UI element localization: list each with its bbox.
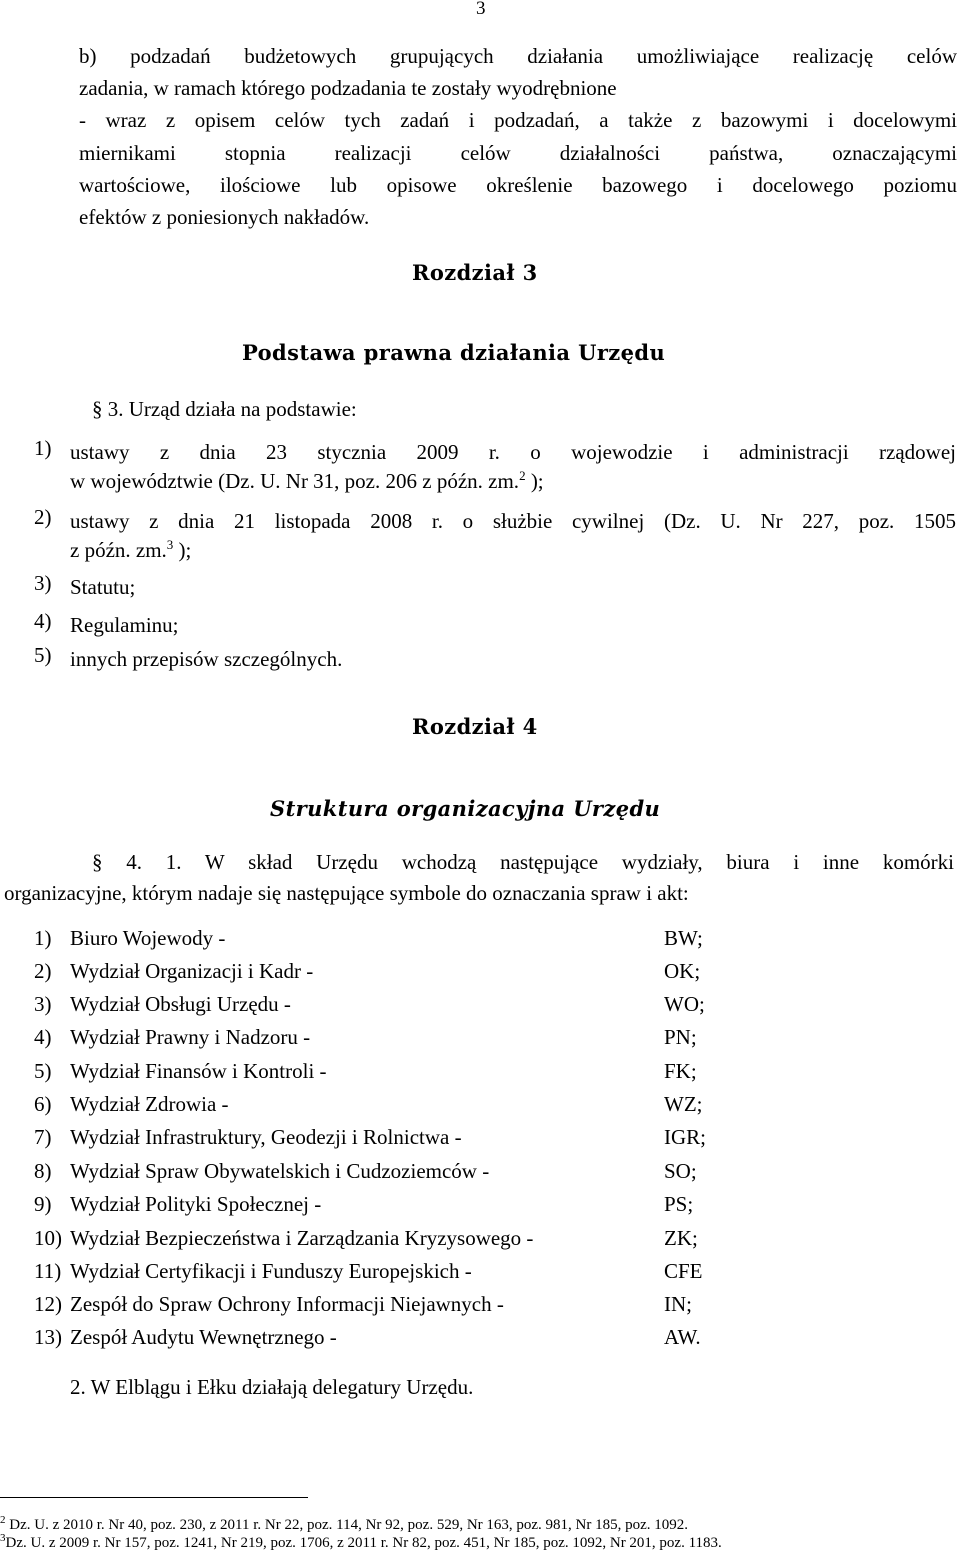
item-text: w województwie (Dz. U. Nr 31, poz. 206 z późn. zm. (70, 469, 520, 493)
unit-name: Zespół do Spraw Ochrony Informacji Niejawnych - (70, 1292, 504, 1316)
unit-symbol: FK; (664, 1059, 697, 1083)
intro-line: b) podzadań budżetowych grupujących działania umożliwiające realizację celów (79, 44, 957, 68)
footnote-ref: 3 (166, 537, 174, 552)
item-number: 2) (34, 505, 52, 529)
intro-paragraph (79, 40, 957, 233)
intro-line: miernikami stopnia realizacji celów działalności państwa, oznaczającymi (79, 140, 957, 165)
item-number: 12) (34, 1292, 62, 1316)
section-3-heading: § 3. Urząd działa na podstawie: (92, 397, 357, 421)
delegatures-paragraph: 2. W Elblągu i Ełku działają delegatury Urzędu. (70, 1375, 474, 1399)
item-number: 10) (34, 1226, 62, 1250)
unit-symbol: PS; (664, 1192, 694, 1216)
item-number: 4) (34, 609, 52, 633)
item-number: 5) (34, 1059, 52, 1083)
unit-symbol: IN; (664, 1292, 692, 1316)
item-text: Statutu; (70, 575, 136, 599)
unit-symbol: AW. (664, 1325, 701, 1349)
chapter-4-number: Rozdział 4 (412, 714, 538, 739)
unit-name: Wydział Polityki Społecznej - (70, 1192, 322, 1216)
item-number: 1) (34, 926, 52, 950)
unit-symbol: PN; (664, 1025, 697, 1049)
footnote (0, 1514, 689, 1534)
item-number: 13) (34, 1325, 62, 1349)
item-number: 4) (34, 1025, 52, 1049)
chapter-3-number: Rozdział 3 (412, 260, 538, 285)
footnote-text: Dz. U. z 2010 r. Nr 40, poz. 230, z 2011 r. Nr 22, poz. 114, Nr 92, poz. 529, Nr 163, poz. 981, Nr 185, poz. 1092. (5, 1517, 689, 1533)
item-number: 5) (34, 643, 52, 667)
item-text: ustawy z dnia 23 stycznia 2009 r. o wojewodzie i administracji rządowej (70, 440, 956, 464)
intro-line: - wraz z opisem celów tych zadań i podzadań, a także z bazowymi i docelowymi (79, 108, 957, 133)
unit-name: Biuro Wojewody - (70, 926, 226, 950)
item-number: 3) (34, 571, 52, 595)
section-4-line: § 4. 1. W skład Urzędu wchodzą następujące wydziały, biura i inne komórki (92, 850, 954, 874)
item-text: ustawy z dnia 21 listopada 2008 r. o służbie cywilnej (Dz. U. Nr 227, poz. 1505 (70, 509, 956, 533)
footnote-mark: 3 (0, 1532, 6, 1544)
unit-symbol: CFE (664, 1259, 703, 1283)
intro-line: zadania, w ramach którego podzadania te zostały wyodrębnione (79, 76, 617, 101)
item-text: z późn. zm. (70, 538, 167, 562)
unit-name: Wydział Certyfikacji i Funduszy Europejskich - (70, 1259, 472, 1283)
item-number: 3) (34, 992, 52, 1016)
item-text: ); (525, 469, 544, 493)
item-number: 1) (34, 436, 52, 460)
footnote-text: Dz. U. z 2009 r. Nr 157, poz. 1241, Nr 219, poz. 1706, z 2011 r. Nr 82, poz. 451, Nr 185, poz. 1092, Nr 201, poz. 1183. (5, 1535, 722, 1551)
item-text: innych przepisów szczególnych. (70, 647, 343, 671)
unit-name: Wydział Spraw Obywatelskich i Cudzoziemców - (70, 1159, 490, 1183)
item-number: 6) (34, 1092, 52, 1116)
page-number: 3 (476, 0, 486, 19)
unit-symbol: WZ; (664, 1092, 703, 1116)
section-4-line: organizacyjne, którym nadaje się następujące symbole do oznaczania spraw i akt: (4, 881, 689, 905)
unit-name: Wydział Prawny i Nadzoru - (70, 1025, 311, 1049)
item-number: 2) (34, 959, 52, 983)
item-number: 11) (34, 1259, 62, 1283)
section-4-paragraph (92, 850, 954, 875)
unit-symbol: OK; (664, 959, 701, 983)
unit-symbol: SO; (664, 1159, 697, 1183)
unit-name: Zespół Audytu Wewnętrznego - (70, 1325, 337, 1349)
unit-symbol: WO; (664, 992, 705, 1016)
unit-symbol: IGR; (664, 1125, 706, 1149)
unit-name: Wydział Obsługi Urzędu - (70, 992, 291, 1016)
footnote-ref: 2 (519, 468, 526, 483)
intro-line: efektów z poniesionych nakładów. (79, 205, 370, 230)
item-number: 9) (34, 1192, 52, 1216)
item-text: Regulaminu; (70, 613, 179, 637)
footnote-separator (0, 1497, 308, 1498)
unit-symbol: BW; (664, 926, 703, 950)
chapter-3-title: Podstawa prawna działania Urzędu (242, 340, 666, 365)
unit-name: Wydział Organizacji i Kadr - (70, 959, 314, 983)
unit-name: Wydział Zdrowia - (70, 1092, 229, 1116)
footnote-mark: 2 (0, 1514, 6, 1526)
unit-name: Wydział Finansów i Kontroli - (70, 1059, 327, 1083)
unit-name: Wydział Bezpieczeństwa i Zarządzania Kryzysowego - (70, 1226, 534, 1250)
unit-symbol: ZK; (664, 1226, 698, 1250)
chapter-4-title: Struktura organizacyjna Urzędu (270, 796, 661, 821)
item-number: 8) (34, 1159, 52, 1183)
unit-name: Wydział Infrastruktury, Geodezji i Rolnictwa - (70, 1125, 462, 1149)
intro-line: wartościowe, ilościowe lub opisowe określenie bazowego i docelowego poziomu (79, 172, 957, 197)
item-number: 7) (34, 1125, 52, 1149)
footnote (0, 1532, 722, 1552)
item-text: ); (173, 538, 192, 562)
